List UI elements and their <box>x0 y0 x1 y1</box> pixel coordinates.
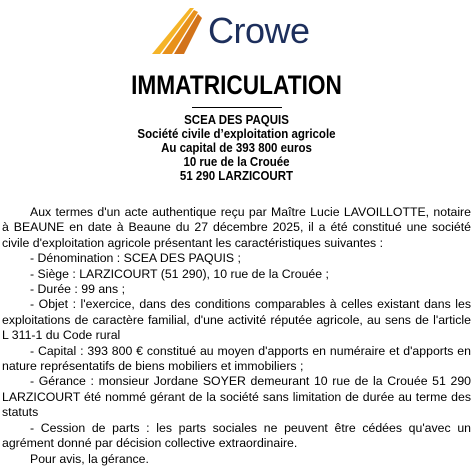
intro-paragraph: Aux termes d'un acte authentique reçu par Maître Lucie LAVOILLOTTE, notaire à BEAUNE en date à Beaune du 27 décembre 2025, il a été constitué une société civile d'exploitation agricole présentant les caractéristiques suivantes : <box>2 205 471 250</box>
item-objet: - Objet : l'exercice, dans des conditions comparables à celles existant dans les exploitations de caractère familial, d'une activité réputée agricole, au sens de l'article L 311-1 du Code rural <box>2 297 471 343</box>
title-divider <box>192 107 282 108</box>
notice-title: IMMATRICULATION <box>131 70 342 100</box>
company-name: SCEA DES PAQUIS <box>184 113 289 127</box>
closing-line: Pour avis, la gérance. <box>30 451 149 466</box>
item-cession: - Cession de parts : les parts sociales ne peuvent être cédées qu'avec un agrément donné par décision collective extraordinaire. <box>2 420 471 451</box>
company-form: Société civile d’exploitation agricole <box>137 127 336 141</box>
crowe-logo <box>150 6 340 58</box>
company-city: 51 290 LARZICOURT <box>179 169 294 183</box>
crowe-logo-icon <box>150 6 206 56</box>
item-duree: - Durée : 99 ans ; <box>30 282 126 297</box>
item-denomination: - Dénomination : SCEA DES PAQUIS ; <box>30 251 241 266</box>
item-siege: - Siège : LARZICOURT (51 290), 10 rue de la Crouée ; <box>30 266 329 281</box>
company-capital: Au capital de 393 800 euros <box>161 141 312 155</box>
company-header <box>19 113 454 183</box>
company-street: 10 rue de la Crouée <box>183 155 290 169</box>
notice-body <box>2 205 471 467</box>
item-capital: - Capital : 393 800 € constitué au moyen d'apports en numéraire et d'apports en nature représentatifs de biens mobiliers et immobiliers ; <box>2 343 471 374</box>
crowe-wordmark: Crowe <box>208 10 310 51</box>
item-gerance: - Gérance : monsieur Jordane SOYER demeurant 10 rue de la Crouée 51 290 LARZICOURT été nommé gérant de la société sans limitation de durée au terme des statuts <box>2 374 471 420</box>
